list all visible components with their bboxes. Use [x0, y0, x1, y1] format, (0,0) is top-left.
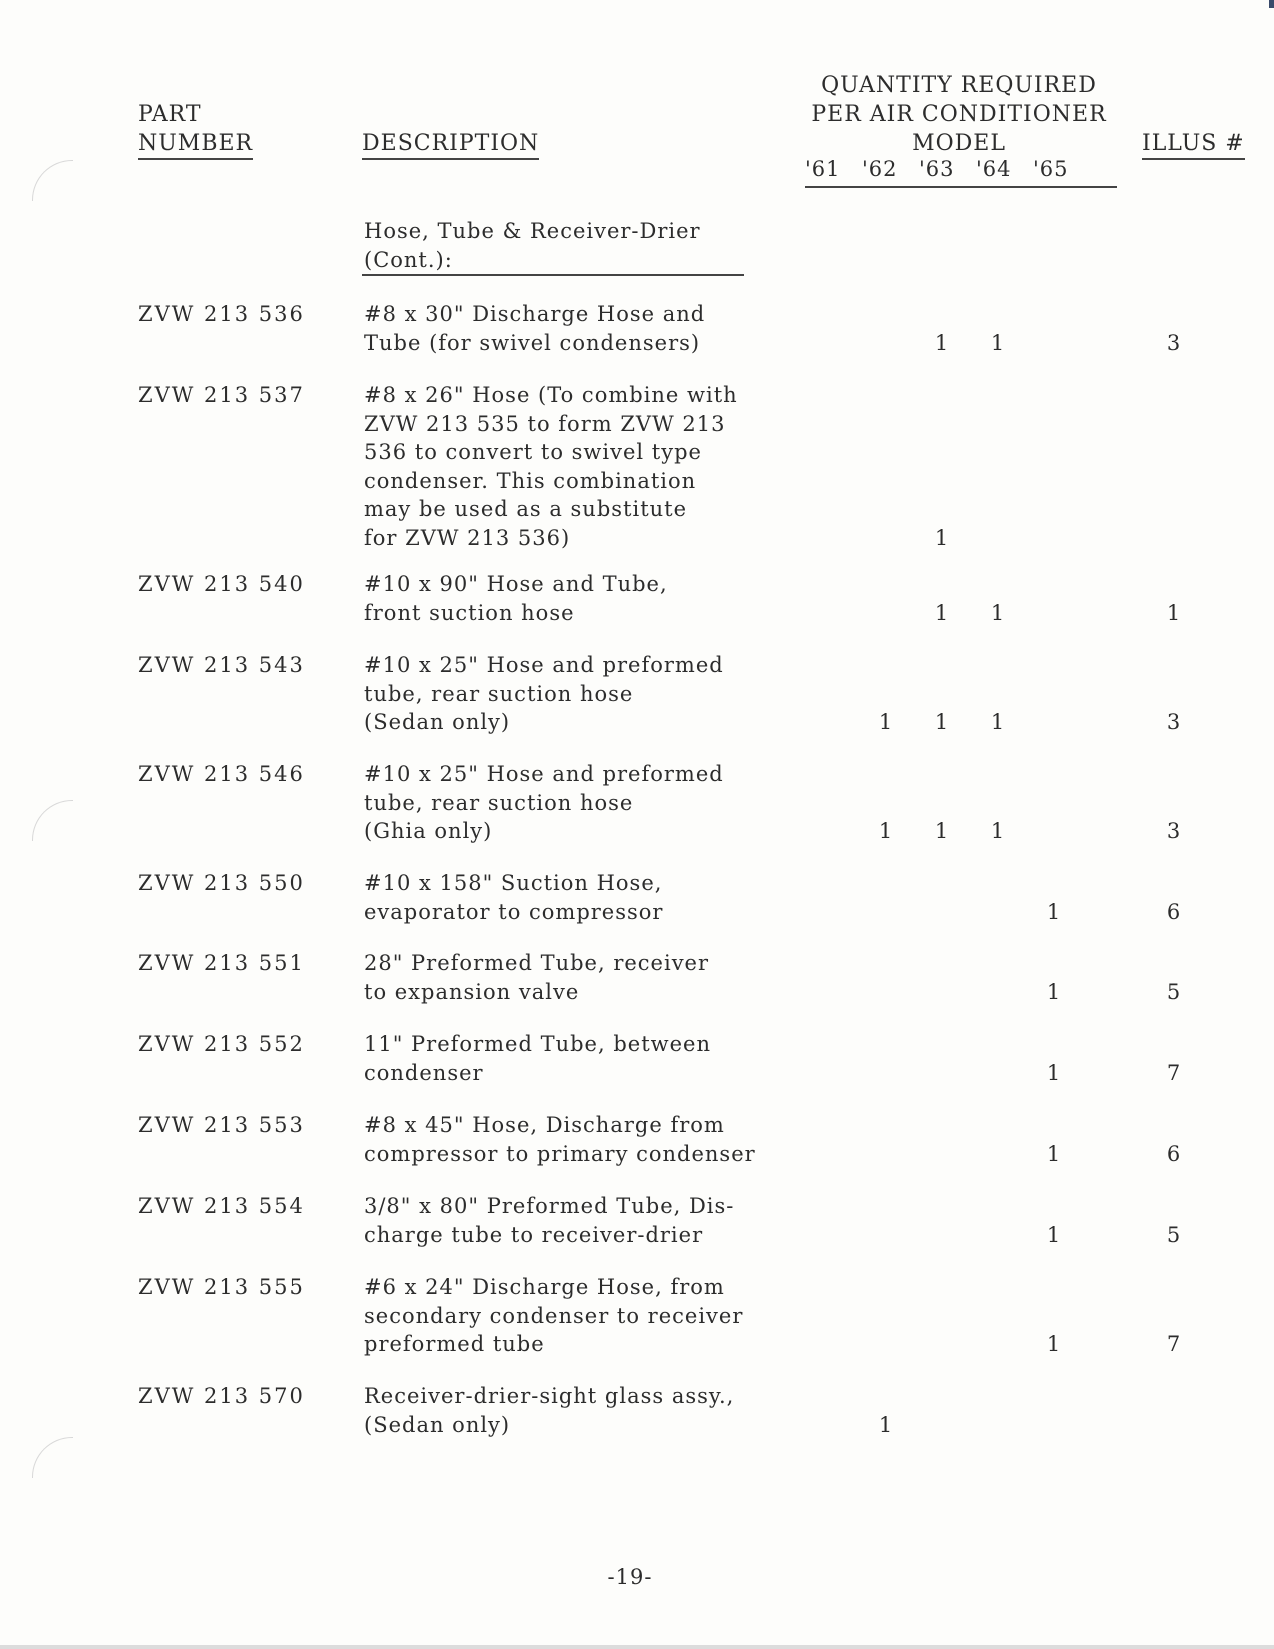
description-line: for ZVW 213 536) — [364, 525, 571, 550]
quantity-cell: 1 — [1046, 1060, 1062, 1085]
illustration-number: 3 — [1166, 710, 1182, 734]
part-number: ZVW 213 536 — [138, 302, 305, 326]
description-line: 3/8" x 80" Preformed Tube, Dis- — [364, 1194, 735, 1218]
description-line: #10 x 25" Hose and preformed — [364, 653, 724, 677]
section-underline — [362, 274, 744, 276]
illustration-number: 1 — [1166, 600, 1182, 625]
illustration-number: 5 — [1166, 979, 1182, 1004]
part-description — [364, 1273, 804, 1359]
description-header — [362, 129, 539, 160]
part-description — [364, 869, 804, 926]
part-number: ZVW 213 543 — [138, 653, 305, 677]
description-line: to expansion valve — [364, 979, 580, 1004]
part-description — [364, 1382, 804, 1439]
year-label: '63 — [919, 157, 955, 181]
model-years-header — [805, 157, 1117, 181]
description-line: preformed tube — [364, 1332, 545, 1356]
part-number: ZVW 213 540 — [138, 572, 305, 596]
punch-hole — [32, 1437, 73, 1478]
punch-hole — [32, 800, 73, 841]
year-label: '61 — [805, 157, 841, 181]
part-number: ZVW 213 546 — [138, 762, 305, 786]
illustration-number: 5 — [1166, 1222, 1182, 1247]
illustration-number: 6 — [1166, 1141, 1182, 1166]
header-line: QUANTITY REQUIRED — [821, 73, 1097, 98]
quantity-cell: 1 — [1046, 979, 1062, 1004]
quantity-cell: 1 — [934, 600, 950, 625]
part-description — [364, 651, 804, 737]
header-line: ILLUS # — [1142, 129, 1245, 160]
description-line: (Ghia only) — [364, 819, 493, 843]
description-line: #10 x 25" Hose and preformed — [364, 762, 724, 786]
quantity-cell: 1 — [1046, 899, 1062, 924]
part-description — [364, 1111, 804, 1168]
quantity-cell: 1 — [990, 600, 1006, 625]
quantity-cell: 1 — [934, 710, 950, 734]
part-description — [364, 760, 804, 846]
part-number: ZVW 213 537 — [138, 383, 305, 407]
part-number: ZVW 213 553 — [138, 1113, 305, 1137]
description-line: evaporator to compressor — [364, 899, 664, 924]
description-line: 28" Preformed Tube, receiver — [364, 951, 710, 975]
scan-edge-mark — [1269, 0, 1274, 8]
description-line: compressor to primary condenser — [364, 1141, 756, 1166]
header-line: DESCRIPTION — [362, 129, 539, 160]
part-number: ZVW 213 550 — [138, 871, 305, 895]
description-line: Tube (for swivel condensers) — [364, 330, 701, 355]
year-label: '62 — [862, 157, 898, 181]
quantity-cell: 1 — [934, 819, 950, 843]
description-line: #8 x 26" Hose (To combine with — [364, 383, 738, 407]
illustration-number: 6 — [1166, 899, 1182, 924]
part-number: ZVW 213 551 — [138, 951, 305, 975]
part-description — [364, 381, 804, 552]
illustration-number: 7 — [1166, 1060, 1182, 1085]
years-underline — [805, 186, 1117, 188]
description-line: #8 x 30" Discharge Hose and — [364, 302, 706, 326]
part-description — [364, 1030, 804, 1087]
description-line: #8 x 45" Hose, Discharge from — [364, 1113, 725, 1137]
section-title-line: (Cont.): — [364, 248, 453, 272]
illustration-number: 7 — [1166, 1332, 1182, 1356]
illustration-number: 3 — [1166, 819, 1182, 843]
quantity-header — [800, 71, 1118, 158]
description-line: 11" Preformed Tube, between — [364, 1032, 711, 1056]
header-line: PER AIR CONDITIONER — [811, 102, 1107, 127]
quantity-cell: 1 — [990, 819, 1006, 843]
year-label: '65 — [1033, 157, 1069, 181]
part-description — [364, 1192, 804, 1249]
description-line: #10 x 90" Hose and Tube, — [364, 572, 668, 596]
part-number: ZVW 213 554 — [138, 1194, 305, 1218]
quantity-cell: 1 — [878, 819, 894, 843]
description-line: front suction hose — [364, 600, 575, 625]
part-description — [364, 570, 804, 627]
description-line: tube, rear suction hose — [364, 681, 634, 706]
quantity-cell: 1 — [934, 330, 950, 355]
quantity-cell: 1 — [934, 525, 950, 550]
quantity-cell: 1 — [1046, 1141, 1062, 1166]
header-line: NUMBER — [138, 129, 253, 160]
description-line: tube, rear suction hose — [364, 790, 634, 815]
description-line: Receiver-drier-sight glass assy., — [364, 1384, 735, 1408]
quantity-cell: 1 — [990, 710, 1006, 734]
illustration-number: 3 — [1166, 330, 1182, 355]
description-line: charge tube to receiver-drier — [364, 1222, 704, 1247]
section-title-line: Hose, Tube & Receiver-Drier — [364, 219, 701, 243]
year-label: '64 — [976, 157, 1012, 181]
section-title — [364, 217, 707, 275]
illus-header — [1142, 129, 1245, 160]
header-line: PART — [138, 102, 202, 127]
header-line: MODEL — [912, 131, 1006, 156]
page-number: -19- — [607, 1565, 653, 1589]
quantity-cell: 1 — [990, 330, 1006, 355]
punch-hole — [32, 160, 73, 201]
part-number-header — [138, 100, 253, 160]
part-description — [364, 949, 804, 1006]
description-line: ZVW 213 535 to form ZVW 213 — [364, 411, 726, 436]
quantity-cell: 1 — [1046, 1222, 1062, 1247]
description-line: secondary condenser to receiver — [364, 1303, 744, 1328]
description-line: #6 x 24" Discharge Hose, from — [364, 1275, 725, 1299]
description-line: may be used as a substitute — [364, 497, 688, 521]
description-line: (Sedan only) — [364, 710, 511, 734]
description-line: 536 to convert to swivel type — [364, 440, 702, 464]
description-line: #10 x 158" Suction Hose, — [364, 871, 663, 895]
scan-bottom-edge — [0, 1645, 1274, 1649]
part-number: ZVW 213 570 — [138, 1384, 305, 1408]
part-number: ZVW 213 555 — [138, 1275, 305, 1299]
part-description — [364, 300, 804, 357]
quantity-cell: 1 — [1046, 1332, 1062, 1356]
description-line: condenser — [364, 1060, 484, 1085]
description-line: (Sedan only) — [364, 1412, 511, 1437]
quantity-cell: 1 — [878, 1412, 894, 1437]
part-number: ZVW 213 552 — [138, 1032, 305, 1056]
description-line: condenser. This combination — [364, 468, 697, 493]
quantity-cell: 1 — [878, 710, 894, 734]
